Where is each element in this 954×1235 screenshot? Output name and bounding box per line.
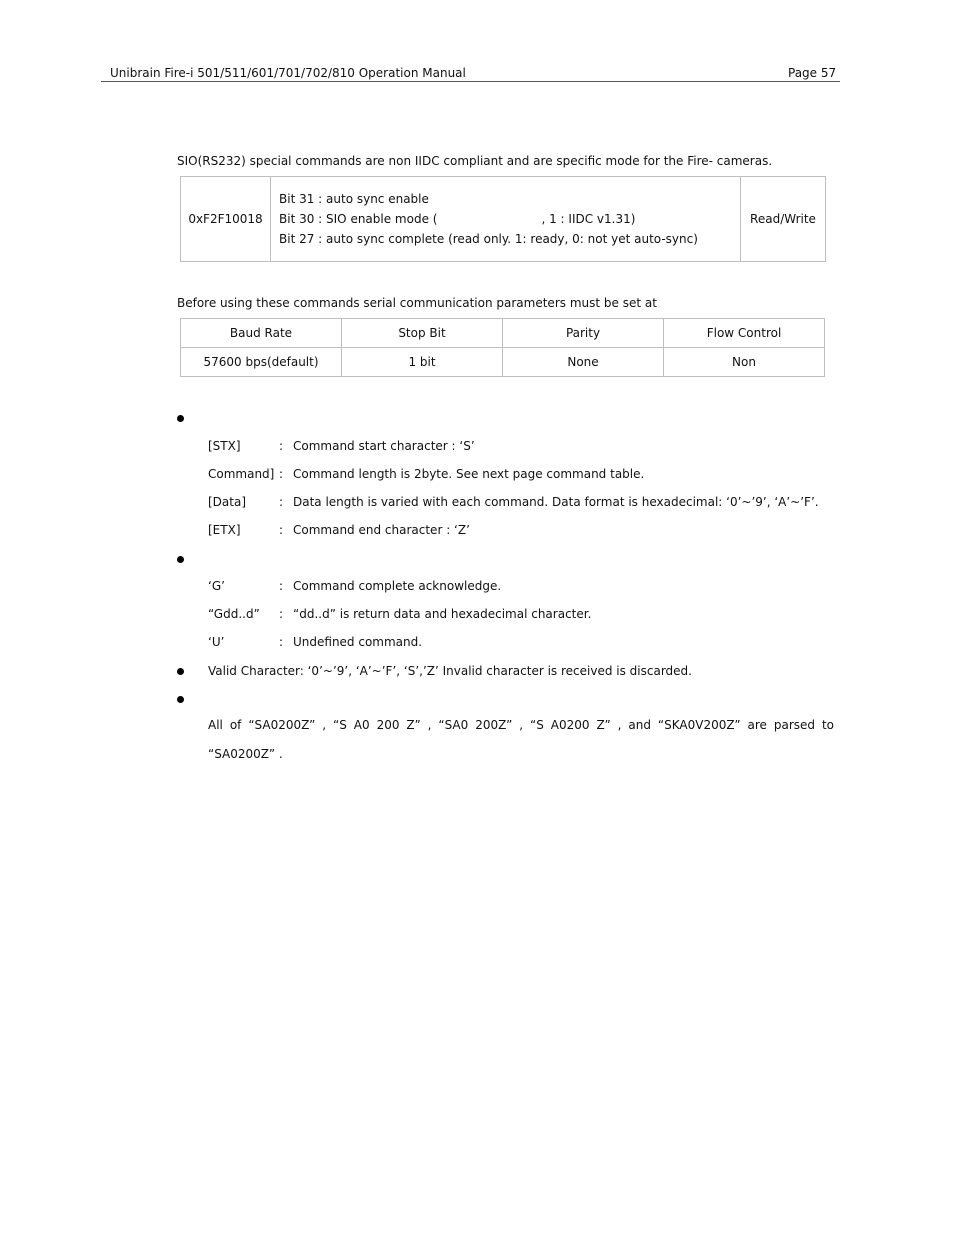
list-item: [Data] : Data length is varied with each command. Data format is hexadecimal: ‘0’~’9’, ‘A’~’F’. xyxy=(208,495,819,509)
register-address: 0xF2F10018 xyxy=(181,177,271,262)
bullet-icon xyxy=(177,556,184,563)
list-item: “Gdd..d” : “dd..d” is return data and hexadecimal character. xyxy=(208,607,592,621)
table-header-row xyxy=(181,319,825,348)
bullet-icon xyxy=(177,415,184,422)
header-stop-bit: Stop Bit xyxy=(342,319,503,348)
table-row xyxy=(181,348,825,377)
intro-paragraph: SIO(RS232) special commands are non IIDC compliant and are specific mode for the Fire- cameras. xyxy=(177,154,773,168)
value-stop-bit: 1 bit xyxy=(342,348,503,377)
list-item: [ETX] : Command end character : ‘Z’ xyxy=(208,523,470,537)
header-title: Unibrain Fire-i 501/511/601/701/702/810 Operation Manual xyxy=(110,66,466,80)
parse-example-line1: All of “SA0200Z” , “S A0 200 Z” , “SA0 200Z” , “S A0200 Z” , and “SKA0V200Z” are parsed to xyxy=(208,718,834,732)
value-baud-rate: 57600 bps(default) xyxy=(181,348,342,377)
header-rule xyxy=(101,81,840,82)
bit-27-desc: Bit 27 : auto sync complete (read only. 1: ready, 0: not yet auto-sync) xyxy=(279,232,698,246)
page-number: Page 57 xyxy=(788,66,837,80)
list-item: ‘U’ : Undefined command. xyxy=(208,635,423,649)
register-table xyxy=(180,176,826,262)
serial-intro: Before using these commands serial communication parameters must be set at xyxy=(177,296,657,310)
valid-character-note: Valid Character: ‘0’~’9’, ‘A’~’F’, ‘S’,’Z’ Invalid character is received is discarded. xyxy=(208,664,692,678)
header-flow-control: Flow Control xyxy=(664,319,825,348)
serial-params-table xyxy=(180,318,825,377)
bullet-icon xyxy=(177,696,184,703)
parse-example-line2: “SA0200Z” . xyxy=(208,747,283,761)
header-parity: Parity xyxy=(503,319,664,348)
list-item: [STX] : Command start character : ‘S’ xyxy=(208,439,475,453)
value-parity: None xyxy=(503,348,664,377)
bit-31-desc: Bit 31 : auto sync enable xyxy=(279,192,429,206)
register-bits xyxy=(271,177,741,262)
register-access: Read/Write xyxy=(741,177,826,262)
bullet-icon xyxy=(177,668,184,675)
bit-30-desc: Bit 30 : SIO enable mode ( , 1 : IIDC v1.31) xyxy=(279,212,636,226)
list-item: ‘G’ : Command complete acknowledge. xyxy=(208,579,502,593)
value-flow-control: Non xyxy=(664,348,825,377)
header-baud-rate: Baud Rate xyxy=(181,319,342,348)
list-item: Command] : Command length is 2byte. See next page command table. xyxy=(208,467,645,481)
